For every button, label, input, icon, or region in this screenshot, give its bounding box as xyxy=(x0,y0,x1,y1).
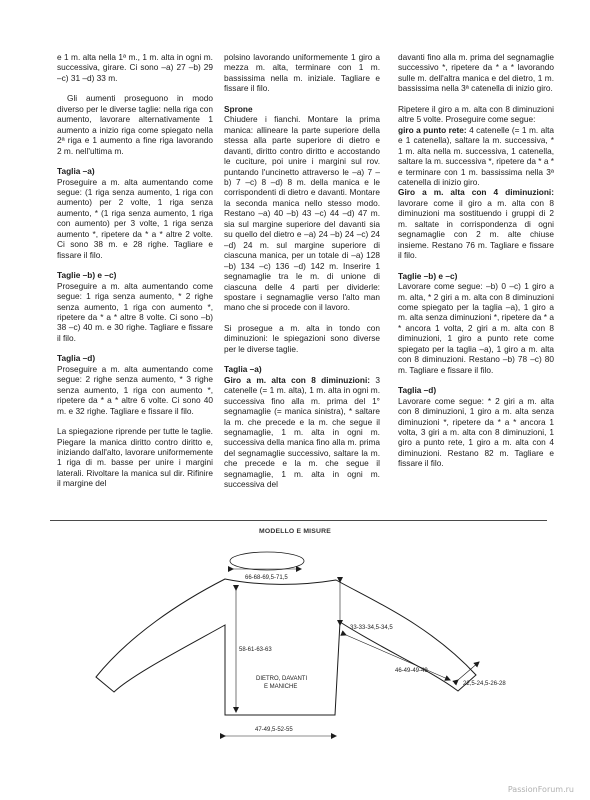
paragraph: e 1 m. alta nella 1ª m., 1 m. alta in ogni m. successiva, girare. Ci sono –a) 27 –b) 29 –c) 31 –d) 33 m. xyxy=(57,52,213,83)
paragraph: Si prosegue a m. alta in tondo con diminuzioni: le spiegazioni sono diverse per le diverse taglie. xyxy=(224,322,380,354)
paragraph: La spiegazione riprende per tutte le taglie. Piegare la manica diritto contro diritto e, iniziando dall'alto, lavorare uniformemente 1 riga di m. basse per unire i margini laterali. Rivoltare la manica sul dir. Rifinire il margine del xyxy=(57,426,213,489)
inline-heading: giro a punto rete: xyxy=(398,124,467,135)
watermark: PassionForum.ru xyxy=(507,785,574,794)
paragraph-text: 4 catenelle (= 1 m. alta e 1 catenella), saltare la m. successiva, * 1 m. alta nella m. successiva, 1 catenella, saltare la m. successiva *, ripetere da * a * e terminare con 1 m. bassissima nella 3ª catenella di inizio giro. xyxy=(398,124,554,187)
section-heading: Taglie –b) e –c) xyxy=(398,270,458,281)
garment-outline xyxy=(96,579,476,715)
neck-width-label: 66-68-69,5-71,5 xyxy=(245,575,288,581)
section-heading: Taglia –a) xyxy=(224,364,262,375)
section-heading: Taglia –a) xyxy=(57,166,95,177)
paragraph: polsino lavorando uniformemente 1 giro a mezza m. alta, terminare con 1 m. bassissima nella m. iniziale. Tagliare e fissare il filo. xyxy=(224,52,380,94)
cuff-width-arrow xyxy=(458,662,479,680)
body-length-label: 58-61-63-63 xyxy=(239,647,272,653)
paragraph: Gli aumenti proseguono in modo diverso per le diverse taglie: nella riga con aumento, lavorare alternativamente 1 aumento a inizio riga come spiegato nella 2ª riga e 1 aumento a fine riga lavorando 2 m. nell'ultima m. xyxy=(57,93,213,156)
sleeve-length-label: 46-49-49-49 xyxy=(395,668,428,674)
cuff-width-label: 22,5-24,5-26-28 xyxy=(463,681,506,687)
paragraph: Proseguire a m. alta aumentando come segue: 1 riga senza aumento, * 2 righe senza aumento, 1 riga con aumento *, ripetere da * a * altre 8 volte. Ci sono –b) 38 –c) 40 m. e 30 righe. Tagliare e fissare il filo. xyxy=(57,280,213,343)
section-heading: Taglia –d) xyxy=(398,385,437,396)
neck-opening xyxy=(230,552,304,570)
section-heading: Sprone xyxy=(224,103,253,114)
paragraph: Lavorare come segue: –b) 0 –c) 1 giro a m. alta, * 2 giri a m. alta con 8 diminuzioni come spiegato per la taglia –a), 1 giro a m. alta senza diminuzioni *, ripetere da * a * ancora 1 volta, 2 giri a m. alta con 8 diminuzioni, 1 giro a punto rete come spiegato per la taglia –a), 1 giro a m. alta con 8 diminuzioni. Restano –b) 78 –c) 80 m. Tagliare e fissare il filo. xyxy=(398,281,554,375)
paragraph: davanti fino alla m. prima del segnamaglie successivo *, ripetere da * a * lavorando sulle m. dell'altra manica e del dietro, 1 m. bassissima nella 3ª catenella di inizio giro. xyxy=(398,52,554,94)
paragraph-text: lavorare come il giro a m. alta con 8 diminuzioni ma sostituendo i gruppi di 2 m. saltate in corrispondenza di ogni segnamaglie con 2 m. alte chiuse insieme. Restano 76 m. Tagliare e fissare il filo. xyxy=(398,197,554,261)
paragraph-text: 3 catenelle (= 1 m. alta), 1 m. alta in ogni m. successiva fino alla m. prima del 1° segnamaglie (= manica sinistra), * saltare la m. che precede e la m. che segue il segnamaglie, 1 m. alta in ogni m. successiva della manica fino alla m. prima del segnamaglie successivo, saltare la m. che precede e la m. che segue il segnamaglie, 1 m. alta in ogni m. successiva del xyxy=(224,374,381,490)
section-title: MODELLO E MISURE xyxy=(259,528,331,535)
paragraph: Ripetere il giro a m. alta con 8 diminuzioni altre 5 volte. Proseguire come segue: xyxy=(398,103,554,125)
body-label-line2: E MANICHE xyxy=(264,684,298,690)
paragraph: Chiudere i fianchi. Montare la prima manica: allineare la parte superiore della stessa alla parte superiore di dietro e davanti, diritto contro diritto e accostando le cuciture, poi unire i margini sul rov. puntando l'uncinetto attraverso le –a) 7 –b) 7 –c) 8 –d) 8 m. della manica e le corrispondenti di dietro e davanti. Montare la seconda manica nello stesso modo. Restano –a) 40 –b) 43 –c) 44 –d) 47 m. sia sul margine superiore del davanti sia su quello del dietro e –a) 24 –b) 24 –c) 24 –d) 24 m. sul margine superiore di ciascuna manica, per un totale di –a) 128 –b) 134 –c) 136 –d) 142 m. Inserire 1 segnamaglie tra le m. di unione di ciascuna delle 4 parti per dividerle: spostare i segnamaglie verso l'alto man mano che si procede con il lavoro. xyxy=(224,114,380,313)
yoke-depth-label: 33-33-34,5-34,5 xyxy=(350,625,393,631)
inline-heading: Giro a m. alta con 8 diminuzioni: xyxy=(224,374,371,385)
body-label-line1: DIETRO, DAVANTI xyxy=(256,676,308,682)
body-width-label: 47-49,5-52-55 xyxy=(255,727,293,733)
inline-heading: Giro a m. alta con 4 diminuzioni: xyxy=(398,187,554,198)
section-heading: Taglia –d) xyxy=(57,353,96,364)
paragraph: Lavorare come segue: * 2 giri a m. alta con 8 diminuzioni, 1 giro a m. alta senza diminuzioni *, ripetere da * a * ancora 1 volta, 3 giri a m. alta con 8 diminuzioni, 1 giro a punto rete, 1 giro a m. alta con 4 diminuzioni. Restano 82 m. Tagliare e fissare il filo. xyxy=(398,395,554,469)
paragraph: Proseguire a m. alta aumentando come segue: (1 riga senza aumento, 1 riga con aumento) per 2 volte, 1 riga senza aumento, * (1 riga senza aumento, 1 riga con aumento) per 3 volte, 1 riga senza aumento *, ripetere da * a * altre 2 volte. Ci sono 38 m. e 28 righe. Tagliare e fissare il filo. xyxy=(57,176,213,260)
section-heading: Taglie –b) e –c) xyxy=(57,270,117,281)
paragraph: Proseguire a m. alta aumentando come segue: 2 righe senza aumento, * 3 righe senza aumento, 1 riga con aumento *, ripetere da * a * altre 6 volte. Ci sono 40 m. e 32 righe. Tagliare e fissare il filo. xyxy=(57,363,213,416)
